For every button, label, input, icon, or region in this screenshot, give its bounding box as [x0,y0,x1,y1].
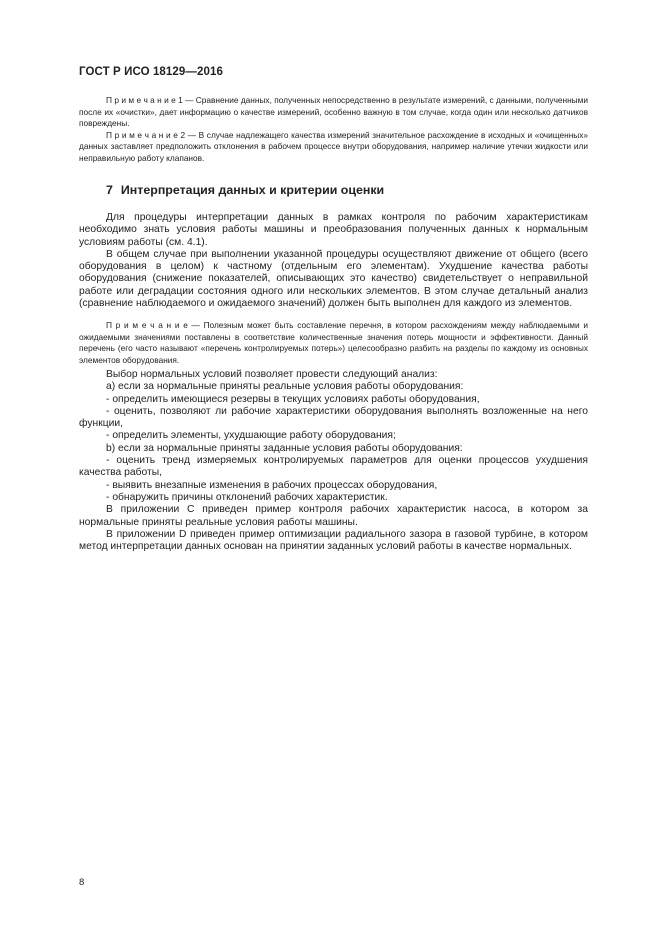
dash-marker: - [106,455,110,467]
note-1 [79,95,588,130]
list-item-a-label: a) [106,381,116,393]
dash-marker: - [106,393,110,405]
note-mid-text: — Полезным может быть составление перечня, в котором расхождениям между наблюдаемыми и ожидаемыми значениями поставлены в соответствие количественные значения потерь мощности и эффективности. Данный перечень (его часто называют «перечень контролируемых потерь») целесообразно разбить на разделы по каждому из основных элементов оборудования. [79,320,589,365]
paragraph: Для процедуры интерпретации данных в рамках контроля по рабочим характеристикам необходимо знать условия работы машины и преобразования полученных данных к нормальным условиям работы (см. 4.1). [79,212,588,248]
section-heading [106,183,384,197]
note-2 [79,130,588,165]
list-subitem-text: определить имеющиеся резервы в текущих условиях работы оборудования, [112,393,480,405]
list-subitem [79,455,588,480]
list-subitem [79,492,588,504]
list-subitem [79,480,588,492]
analysis-list [79,369,588,553]
closing-paragraph: В приложении D приведен пример оптимизации радиального зазора в газовой турбине, в котором метод интерпретации данных основан на принятии заданных условий работы в качестве нормальных. [79,528,588,553]
closing-paragraph: В приложении С приведен пример контроля рабочих характеристик насоса, в котором за нормальные приняты реальные условия работы машины. [79,504,588,528]
dash-marker: - [106,430,110,442]
page-number: 8 [79,877,85,888]
list-subitem-text: оценить тренд измеряемых контролируемых параметров для оценки процессов ухудшения качества работы, [79,455,588,479]
analysis-intro: Выбор нормальных условий позволяет провести следующий анализ: [106,369,438,380]
note-mid-paragraph [79,320,588,366]
list-subitem [79,394,588,406]
list-subitem [79,430,588,442]
note-1-text: — Сравнение данных, полученных непосредственно в результате измерений, с данными, полученными после их «очистки», дает информацию о качестве измерений, особенно важную в том случае, когда один или несколько датчиков повреждены. [79,95,588,129]
body-paragraphs [79,212,588,310]
paragraph: В общем случае при выполнении указанной процедуры осуществляют движение от общего (всего оборудования в целом) к частному (отдельным его элементам). Ухудшение качества работы оборудования (снижение показателей, описывающих это качество) свидетельствует о неправильной работе или деградации состояния одного или нескольких элементов. В этом случае детальный анализ (сравнение наблюдаемого и ожидаемого значений) должен быть выполнен для каждого из элементов. [79,248,588,310]
notes-top [79,95,588,165]
note-mid [79,320,588,366]
list-item-b-text: если за нормальные приняты заданные условия работы оборудования: [118,442,463,454]
list-subitem-text: определить элементы, ухудшающие работу оборудования; [112,430,396,442]
list-item-b [79,443,588,455]
dash-marker: - [106,491,110,503]
list-subitem-text: обнаружить причины отклонений рабочих характеристик. [112,491,388,503]
note-2-label: П р и м е ч а н и е 2 [106,129,186,140]
list-item-a-text: если за нормальные приняты реальные условия работы оборудования: [118,381,464,393]
list-item-b-label: b) [106,442,116,454]
list-subitem-text: выявить внезапные изменения в рабочих процессах оборудования, [112,479,438,491]
list-item-a [79,381,588,393]
dash-marker: - [106,405,110,417]
list-subitem [79,406,588,431]
note-2-text: — В случае надлежащего качества измерений значительное расхождение в исходных и «очищенных» данных заставляет предположить отклонения в рабочем процессе внутри оборудования, например наличие утечки жидкости или неправильную работу клапанов. [79,129,588,163]
note-1-label: П р и м е ч а н и е 1 [106,95,183,105]
note-mid-label: П р и м е ч а н и е [106,320,188,330]
document-header: ГОСТ Р ИСО 18129—2016 [79,66,224,78]
dash-marker: - [106,479,110,491]
list-subitem-text: оценить, позволяют ли рабочие характеристики оборудования выполнять возложенные на него функции, [79,405,588,430]
section-title: Интерпретация данных и критерии оценки [120,183,385,197]
section-number: 7 [106,183,113,197]
